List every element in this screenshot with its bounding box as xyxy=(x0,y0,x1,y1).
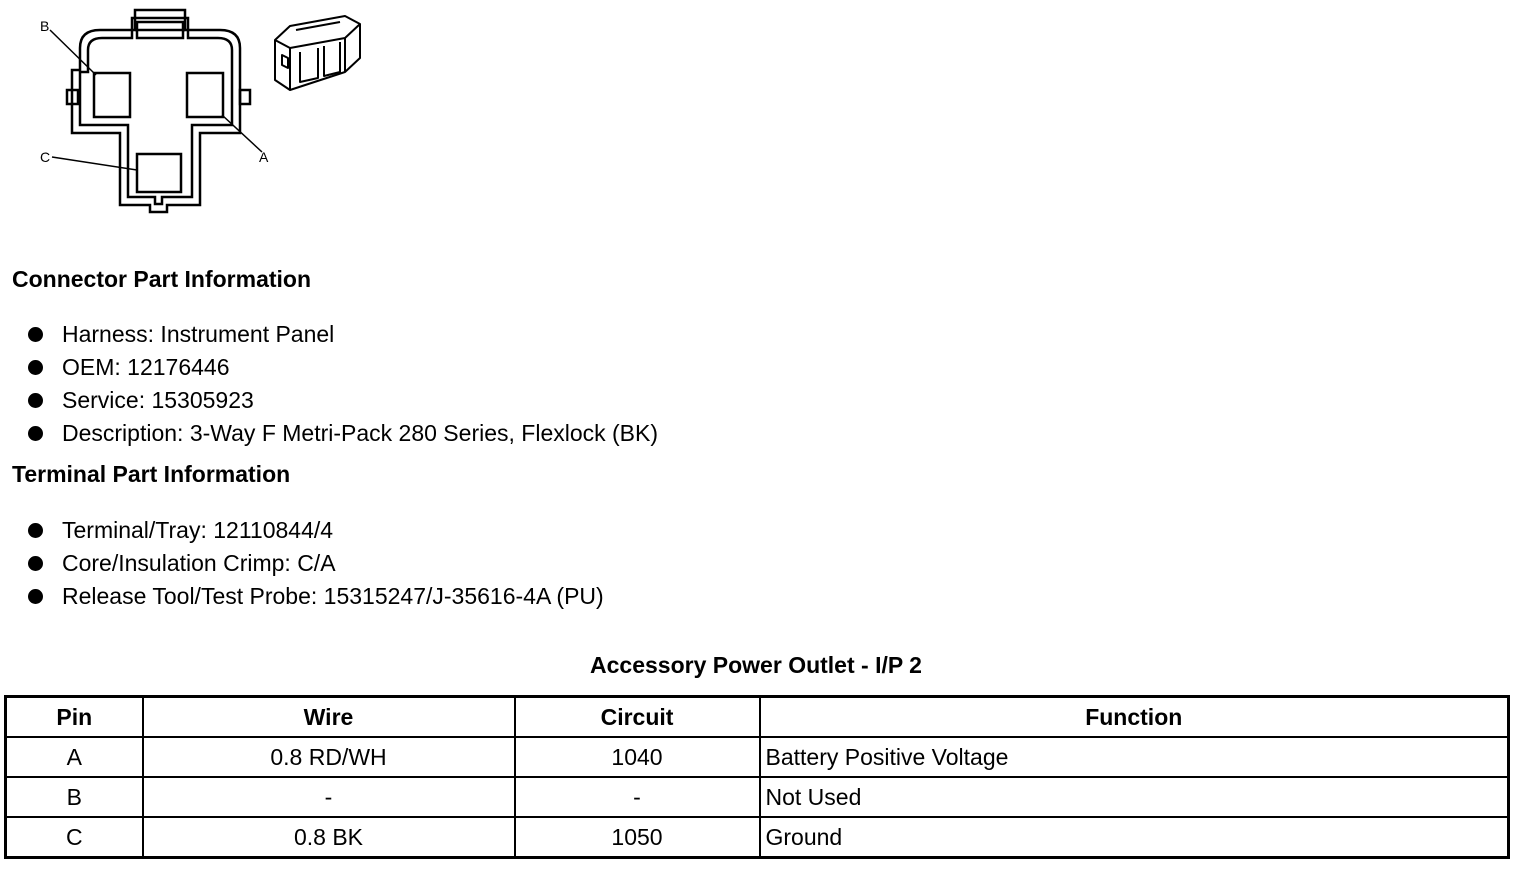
pin-label-b: B xyxy=(40,18,50,34)
cell-pin: A xyxy=(6,737,143,777)
list-item: Release Tool/Test Probe: 15315247/J-35616-4A (PU) xyxy=(28,580,604,613)
connector-info-list xyxy=(28,318,658,450)
cell-wire: - xyxy=(143,777,515,817)
header-function: Function xyxy=(760,697,1509,738)
connector-diagram xyxy=(0,0,380,225)
table-row xyxy=(6,777,1509,817)
table-row xyxy=(6,737,1509,777)
bullet-icon xyxy=(28,556,43,571)
header-wire: Wire xyxy=(143,697,515,738)
cell-wire: 0.8 RD/WH xyxy=(143,737,515,777)
list-item: Description: 3-Way F Metri-Pack 280 Series, Flexlock (BK) xyxy=(28,417,658,450)
pin-label-c: C xyxy=(40,149,51,165)
pin-label-a: A xyxy=(259,149,269,165)
connector-info-heading: Connector Part Information xyxy=(12,266,312,292)
bullet-icon xyxy=(28,426,43,441)
cavity-a xyxy=(187,73,223,117)
terminal-info-heading: Terminal Part Information xyxy=(12,461,291,487)
bullet-icon xyxy=(28,523,43,538)
list-item: Terminal/Tray: 12110844/4 xyxy=(28,514,604,547)
connector-3d-icon xyxy=(275,16,360,90)
pinout-table xyxy=(4,695,1510,859)
table-row xyxy=(6,817,1509,858)
cavity-b xyxy=(94,73,130,117)
cell-circuit: - xyxy=(515,777,760,817)
bullet-icon xyxy=(28,393,43,408)
terminal-info-list xyxy=(28,514,604,613)
header-pin: Pin xyxy=(6,697,143,738)
cell-circuit: 1040 xyxy=(515,737,760,777)
list-item: Harness: Instrument Panel xyxy=(28,318,658,351)
cell-wire: 0.8 BK xyxy=(143,817,515,858)
bullet-icon xyxy=(28,327,43,342)
cavity-c xyxy=(137,154,181,192)
list-item: Core/Insulation Crimp: C/A xyxy=(28,547,604,580)
list-item: OEM: 12176446 xyxy=(28,351,658,384)
bullet-icon xyxy=(28,589,43,604)
table-title: Accessory Power Outlet - I/P 2 xyxy=(590,652,922,678)
cell-pin: C xyxy=(6,817,143,858)
cell-pin: B xyxy=(6,777,143,817)
bullet-icon xyxy=(28,360,43,375)
header-circuit: Circuit xyxy=(515,697,760,738)
table-header-row xyxy=(6,697,1509,738)
cell-circuit: 1050 xyxy=(515,817,760,858)
cell-function: Not Used xyxy=(760,777,1509,817)
cell-function: Battery Positive Voltage xyxy=(760,737,1509,777)
list-item: Service: 15305923 xyxy=(28,384,658,417)
connector-housing xyxy=(72,10,240,212)
cell-function: Ground xyxy=(760,817,1509,858)
